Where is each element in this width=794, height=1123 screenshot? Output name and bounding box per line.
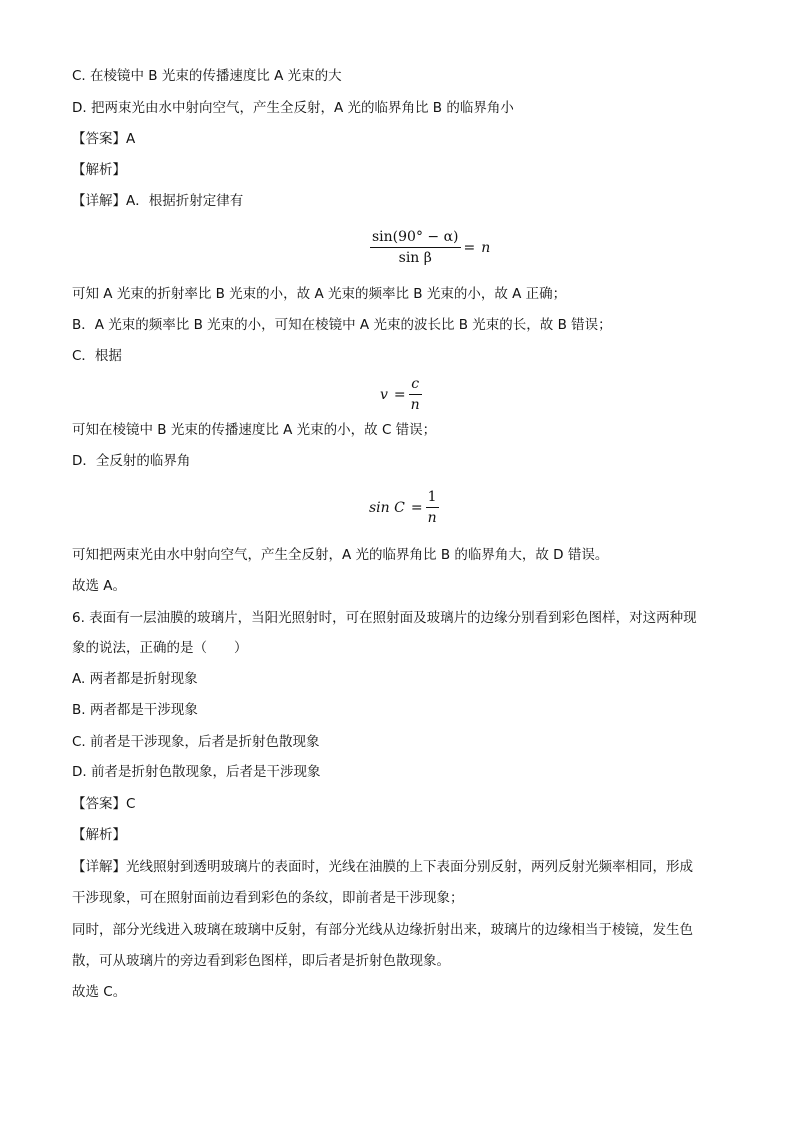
speed-lhs: v [380, 386, 388, 403]
equals-sign: = [393, 386, 406, 403]
q6-analysis-label: 【解析】 [72, 827, 126, 843]
critical-angle-formula [366, 487, 439, 528]
speed-formula [377, 374, 422, 415]
detail-line-d: D．全反射的临界角 [72, 453, 191, 469]
q6-option-c: C. 前者是干涉现象，后者是折射色散现象 [72, 734, 320, 750]
speed-numerator: c [409, 374, 422, 395]
detail-line-d-conclusion: 可知把两束光由水中射向空气，产生全反射，A 光的临界角比 B 的临界角大，故 D 错误。 [72, 547, 609, 563]
q6-detail-line-1: 【详解】光线照射到透明玻璃片的表面时，光线在油膜的上下表面分别反射，两列反射光频率相同，形成 [72, 859, 693, 875]
equals-sign: = [410, 499, 423, 516]
equals-sign: = [463, 239, 476, 256]
q6-detail-line-2: 干涉现象，可在照射面前边看到彩色的条纹，即前者是干涉现象； [72, 890, 464, 906]
detail-line-c-conclusion: 可知在棱镜中 B 光束的传播速度比 A 光束的小，故 C 错误； [72, 422, 437, 438]
analysis-label: 【解析】 [72, 162, 126, 178]
refraction-denominator: sin β [398, 250, 432, 266]
answer-label: 【答案】A [72, 131, 136, 147]
question-6-stem: 6. 表面有一层油膜的玻璃片，当阳光照射时，可在照射面及玻璃片的边缘分别看到彩色图样，对这两种现 [72, 610, 697, 626]
q6-option-a: A. 两者都是折射现象 [72, 671, 198, 687]
refraction-numerator: sin(90° − α) [370, 227, 461, 248]
q6-conclusion: 故选 C。 [72, 984, 127, 1000]
critical-angle-numerator: 1 [426, 487, 439, 508]
refraction-fraction [370, 227, 461, 268]
speed-denominator: n [410, 397, 420, 413]
option-c-line: C. 在棱镜中 B 光束的传播速度比 A 光束的大 [72, 68, 342, 84]
critical-angle-lhs: sin C [369, 499, 405, 516]
q6-answer-label: 【答案】C [72, 796, 136, 812]
critical-angle-denominator: n [427, 510, 437, 526]
detail-line-c: C．根据 [72, 348, 122, 364]
speed-fraction [409, 374, 422, 415]
refraction-rhs: n [481, 239, 491, 256]
q6-detail-line-3: 同时，部分光线进入玻璃在玻璃中反射，有部分光线从边缘折射出来，玻璃片的边缘相当于棱镜，发生色 [72, 922, 693, 938]
refraction-formula [370, 227, 493, 268]
choice-a-conclusion: 故选 A。 [72, 578, 127, 594]
detail-intro: 【详解】A．根据折射定律有 [72, 193, 244, 209]
q6-option-d: D. 前者是折射色散现象，后者是干涉现象 [72, 764, 321, 780]
detail-line-a: 可知 A 光束的折射率比 B 光束的小，故 A 光束的频率比 B 光束的小，故 A 正确； [72, 286, 567, 302]
question-6-stem-cont: 象的说法，正确的是（ ） [72, 640, 248, 656]
critical-angle-fraction [426, 487, 439, 528]
q6-detail-line-4: 散，可从玻璃片的旁边看到彩色图样，即后者是折射色散现象。 [72, 953, 450, 969]
option-d-line: D. 把两束光由水中射向空气，产生全反射，A 光的临界角比 B 的临界角小 [72, 100, 514, 116]
q6-option-b: B. 两者都是干涉现象 [72, 702, 198, 718]
detail-line-b: B．A 光束的频率比 B 光束的小，可知在棱镜中 A 光束的波长比 B 光束的长，故 B 错误； [72, 317, 612, 333]
